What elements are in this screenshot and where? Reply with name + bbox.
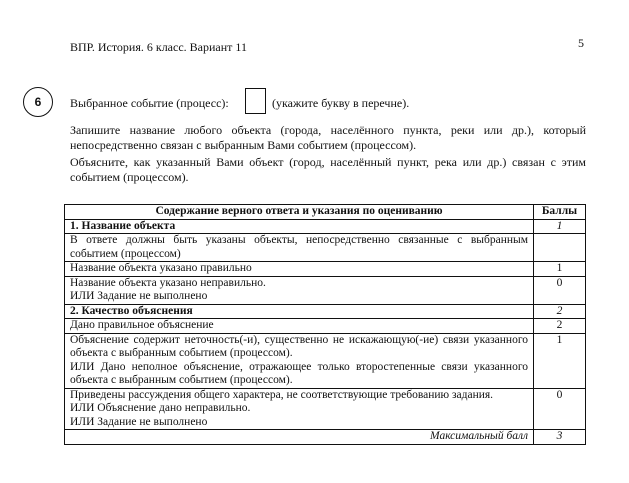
max-score-value: 3	[534, 430, 586, 445]
criterion-line: Название объекта указано неправильно.	[70, 276, 266, 289]
event-prompt: Выбранное событие (процесс):	[70, 96, 229, 110]
criterion-points: 1	[534, 333, 586, 388]
criterion-points: 0	[534, 276, 586, 304]
max-score-row	[65, 430, 586, 445]
criterion-points: 2	[534, 319, 586, 334]
criterion-line: ИЛИ Задание не выполнено	[70, 290, 208, 302]
criterion-text	[65, 276, 534, 304]
criterion-line: Объяснение содержит неточность(-и), существенно не искажающую(-ие) связи указанного объекта с выбранным событием (процессом).	[70, 333, 529, 359]
table-row	[65, 333, 586, 388]
criterion-text: Название объекта указано правильно	[65, 262, 534, 277]
section-row	[65, 219, 586, 234]
criterion-text: В ответе должны быть указаны объекты, непосредственно связанные с выбранным событием (процессом)	[65, 234, 534, 262]
page-number: 5	[578, 36, 584, 50]
section-row	[65, 304, 586, 319]
scoring-table	[64, 204, 586, 445]
criterion-points: 0	[534, 388, 586, 430]
event-prompt-hint: (укажите букву в перечне).	[272, 96, 410, 110]
table-row	[65, 234, 586, 262]
question-number: 6	[34, 95, 42, 109]
criterion-line: Приведены рассуждения общего характера, не соответствующие требованию задания.	[70, 388, 494, 401]
question-number-badge	[23, 87, 53, 117]
section-title: 1. Название объекта	[65, 219, 534, 234]
table-header-row	[65, 205, 586, 220]
table-row	[65, 276, 586, 304]
answer-letter-box[interactable]	[245, 88, 266, 114]
criterion-text	[65, 333, 534, 388]
header-title: ВПР. История. 6 класс. Вариант 11	[70, 40, 247, 54]
section-points: 2	[534, 304, 586, 319]
criterion-line: ИЛИ Объяснение дано неправильно.	[70, 402, 251, 414]
task-object: Запишите название любого объекта (города, населённого пункта, реки или др.), который непосредственно связан с выбранным Вами событием (процессом).	[70, 123, 586, 152]
criterion-points	[534, 234, 586, 262]
header-points: Баллы	[534, 205, 586, 220]
max-score-label: Максимальный балл	[65, 430, 534, 445]
criterion-text: Дано правильное объяснение	[65, 319, 534, 334]
criterion-line: ИЛИ Задание не выполнено	[70, 415, 208, 428]
criterion-points: 1	[534, 262, 586, 277]
criterion-text	[65, 388, 534, 430]
task-explanation: Объясните, как указанный Вами объект (город, населённый пункт, река или др.) связан с этим событием (процессом).	[70, 155, 586, 184]
criterion-line: ИЛИ Дано неполное объяснение, отражающее только второстепенные связи указанного объекта с выбранным событием (процессом).	[70, 360, 529, 386]
table-row	[65, 262, 586, 277]
section-title: 2. Качество объяснения	[65, 304, 534, 319]
table-row	[65, 388, 586, 430]
section-points: 1	[534, 219, 586, 234]
header-content: Содержание верного ответа и указания по оцениванию	[65, 205, 534, 220]
table-row	[65, 319, 586, 334]
